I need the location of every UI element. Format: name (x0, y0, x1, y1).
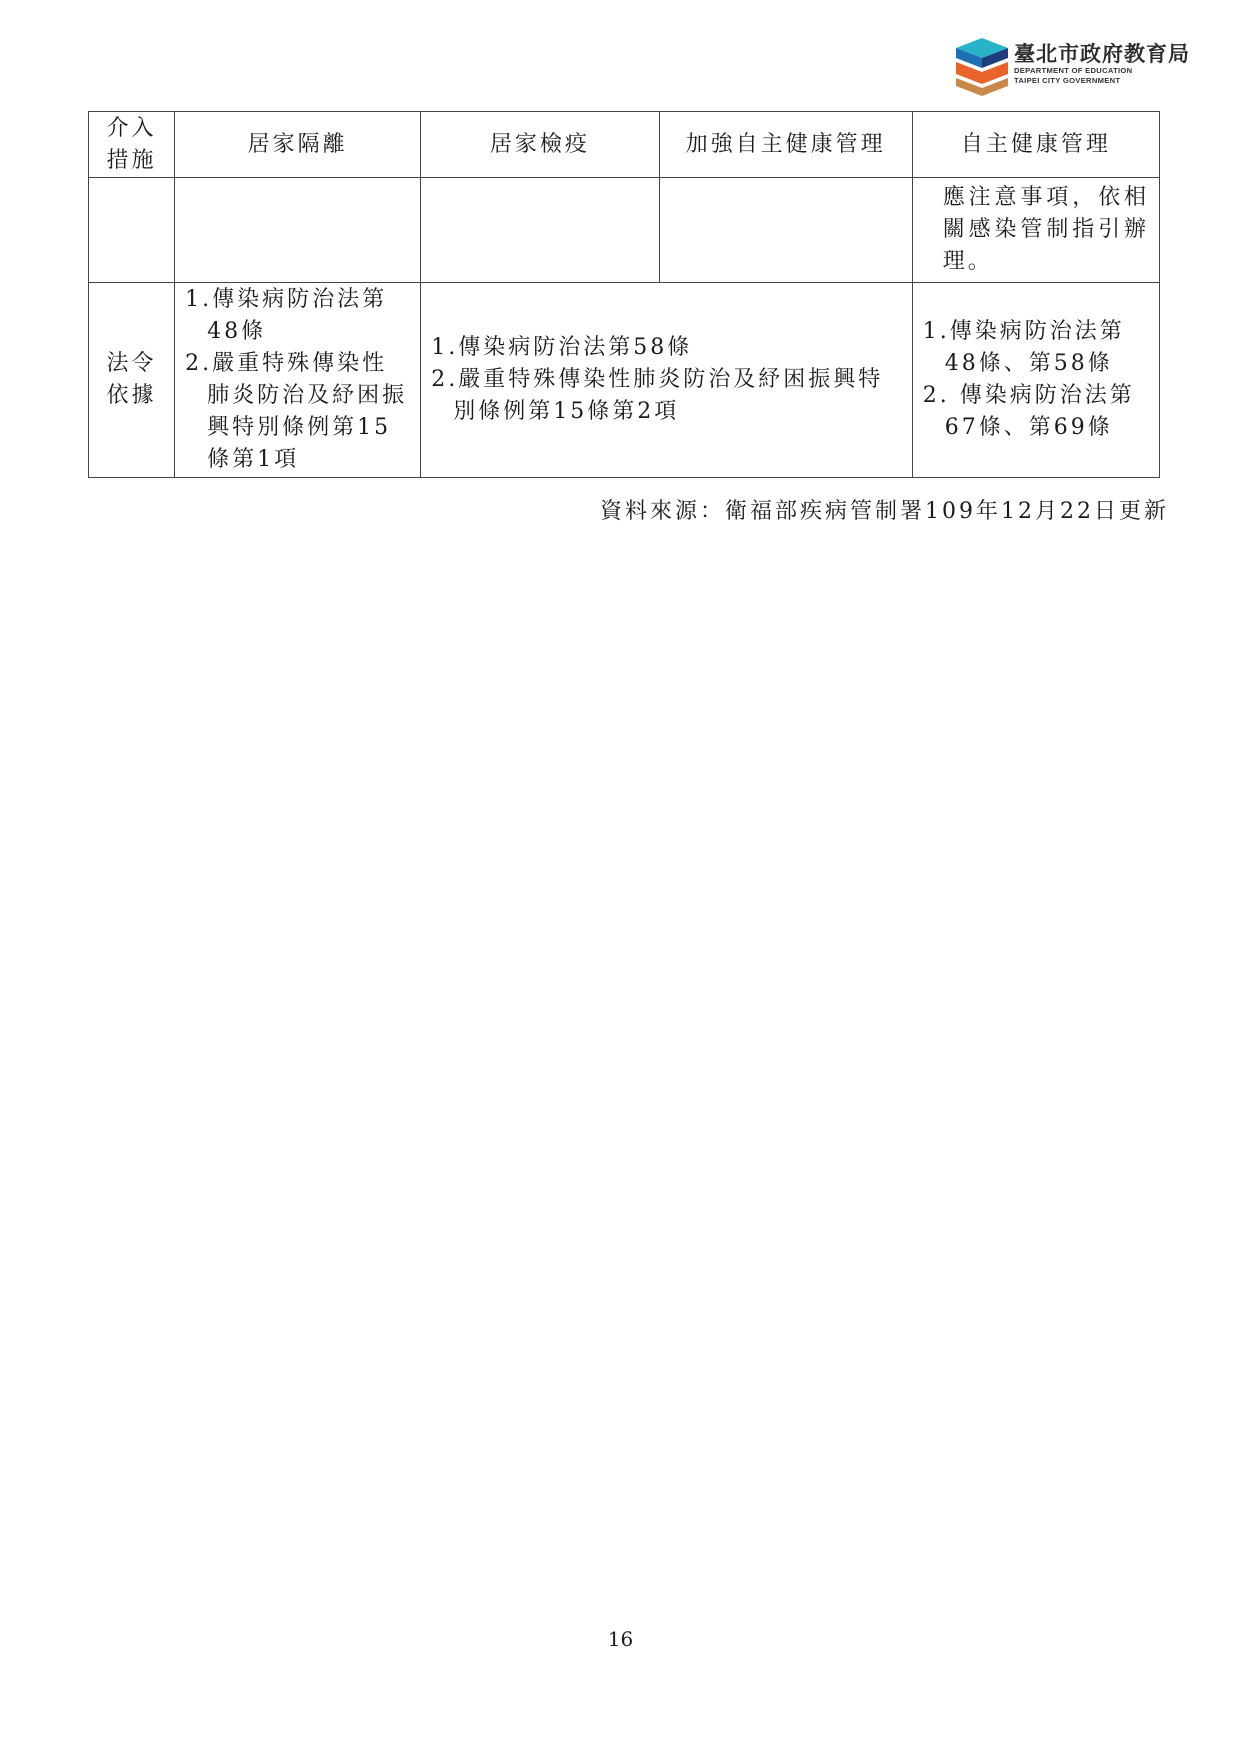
legal-basis-quarantine-and-enhanced (421, 283, 912, 478)
logo-subtitle-line1: DEPARTMENT OF EDUCATION (1014, 66, 1133, 75)
legal-basis-label-cell (89, 283, 175, 478)
legal-basis-list (421, 332, 911, 428)
logo-text (1014, 42, 1196, 86)
logo-emblem-icon (956, 38, 1008, 96)
continuation-cell-col1 (175, 178, 421, 283)
header-home-isolation: 居家隔離 (175, 112, 421, 178)
table-row-continuation (89, 178, 1160, 283)
list-item: 2. 傳染病防治法第67條、第69條 (922, 383, 1135, 440)
continuation-cell-col3 (659, 178, 912, 283)
header-label-line2: 措施 (106, 147, 157, 173)
continuation-cell-col4: 應注意事項，依相關感染管制指引辦理。 (912, 178, 1159, 283)
continuation-cell-col2 (421, 178, 659, 283)
list-item: 1.傳染病防治法第58條 (431, 335, 693, 360)
header-label-line1: 介入 (106, 115, 157, 141)
logo-subtitle-line2: TAIPEI CITY GOVERNMENT (1014, 76, 1121, 85)
table-header-row (89, 112, 1160, 178)
legal-basis-home-isolation (175, 283, 421, 478)
measures-table (88, 111, 1160, 478)
header-self-health-management: 自主健康管理 (912, 112, 1159, 178)
data-source-note: 資料來源：衛福部疾病管制署109年12月22日更新 (600, 499, 1169, 524)
legal-basis-list (913, 316, 1159, 444)
logo-title: 臺北市政府教育局 (1014, 42, 1190, 66)
continuation-label-cell (89, 178, 175, 283)
legal-basis-list (175, 284, 420, 476)
organization-logo (956, 38, 1196, 96)
list-item: 2.嚴重特殊傳染性肺炎防治及紓困振興特別條例第15條第1項 (185, 351, 408, 472)
table-row-legal-basis (89, 283, 1160, 478)
header-home-quarantine: 居家檢疫 (421, 112, 659, 178)
header-label-cell (89, 112, 175, 178)
header-enhanced-self-health-management: 加強自主健康管理 (659, 112, 912, 178)
list-item: 1.傳染病防治法第48條 (185, 287, 388, 344)
legal-basis-label-line1: 法令 (106, 351, 157, 376)
legal-basis-label-line2: 依據 (106, 383, 157, 408)
page-number: 16 (607, 1627, 634, 1651)
list-item: 2.嚴重特殊傳染性肺炎防治及紓困振興特別條例第15條第2項 (431, 367, 884, 424)
list-item: 1.傳染病防治法第48條、第58條 (922, 319, 1125, 376)
legal-basis-self-health-management (912, 283, 1159, 478)
